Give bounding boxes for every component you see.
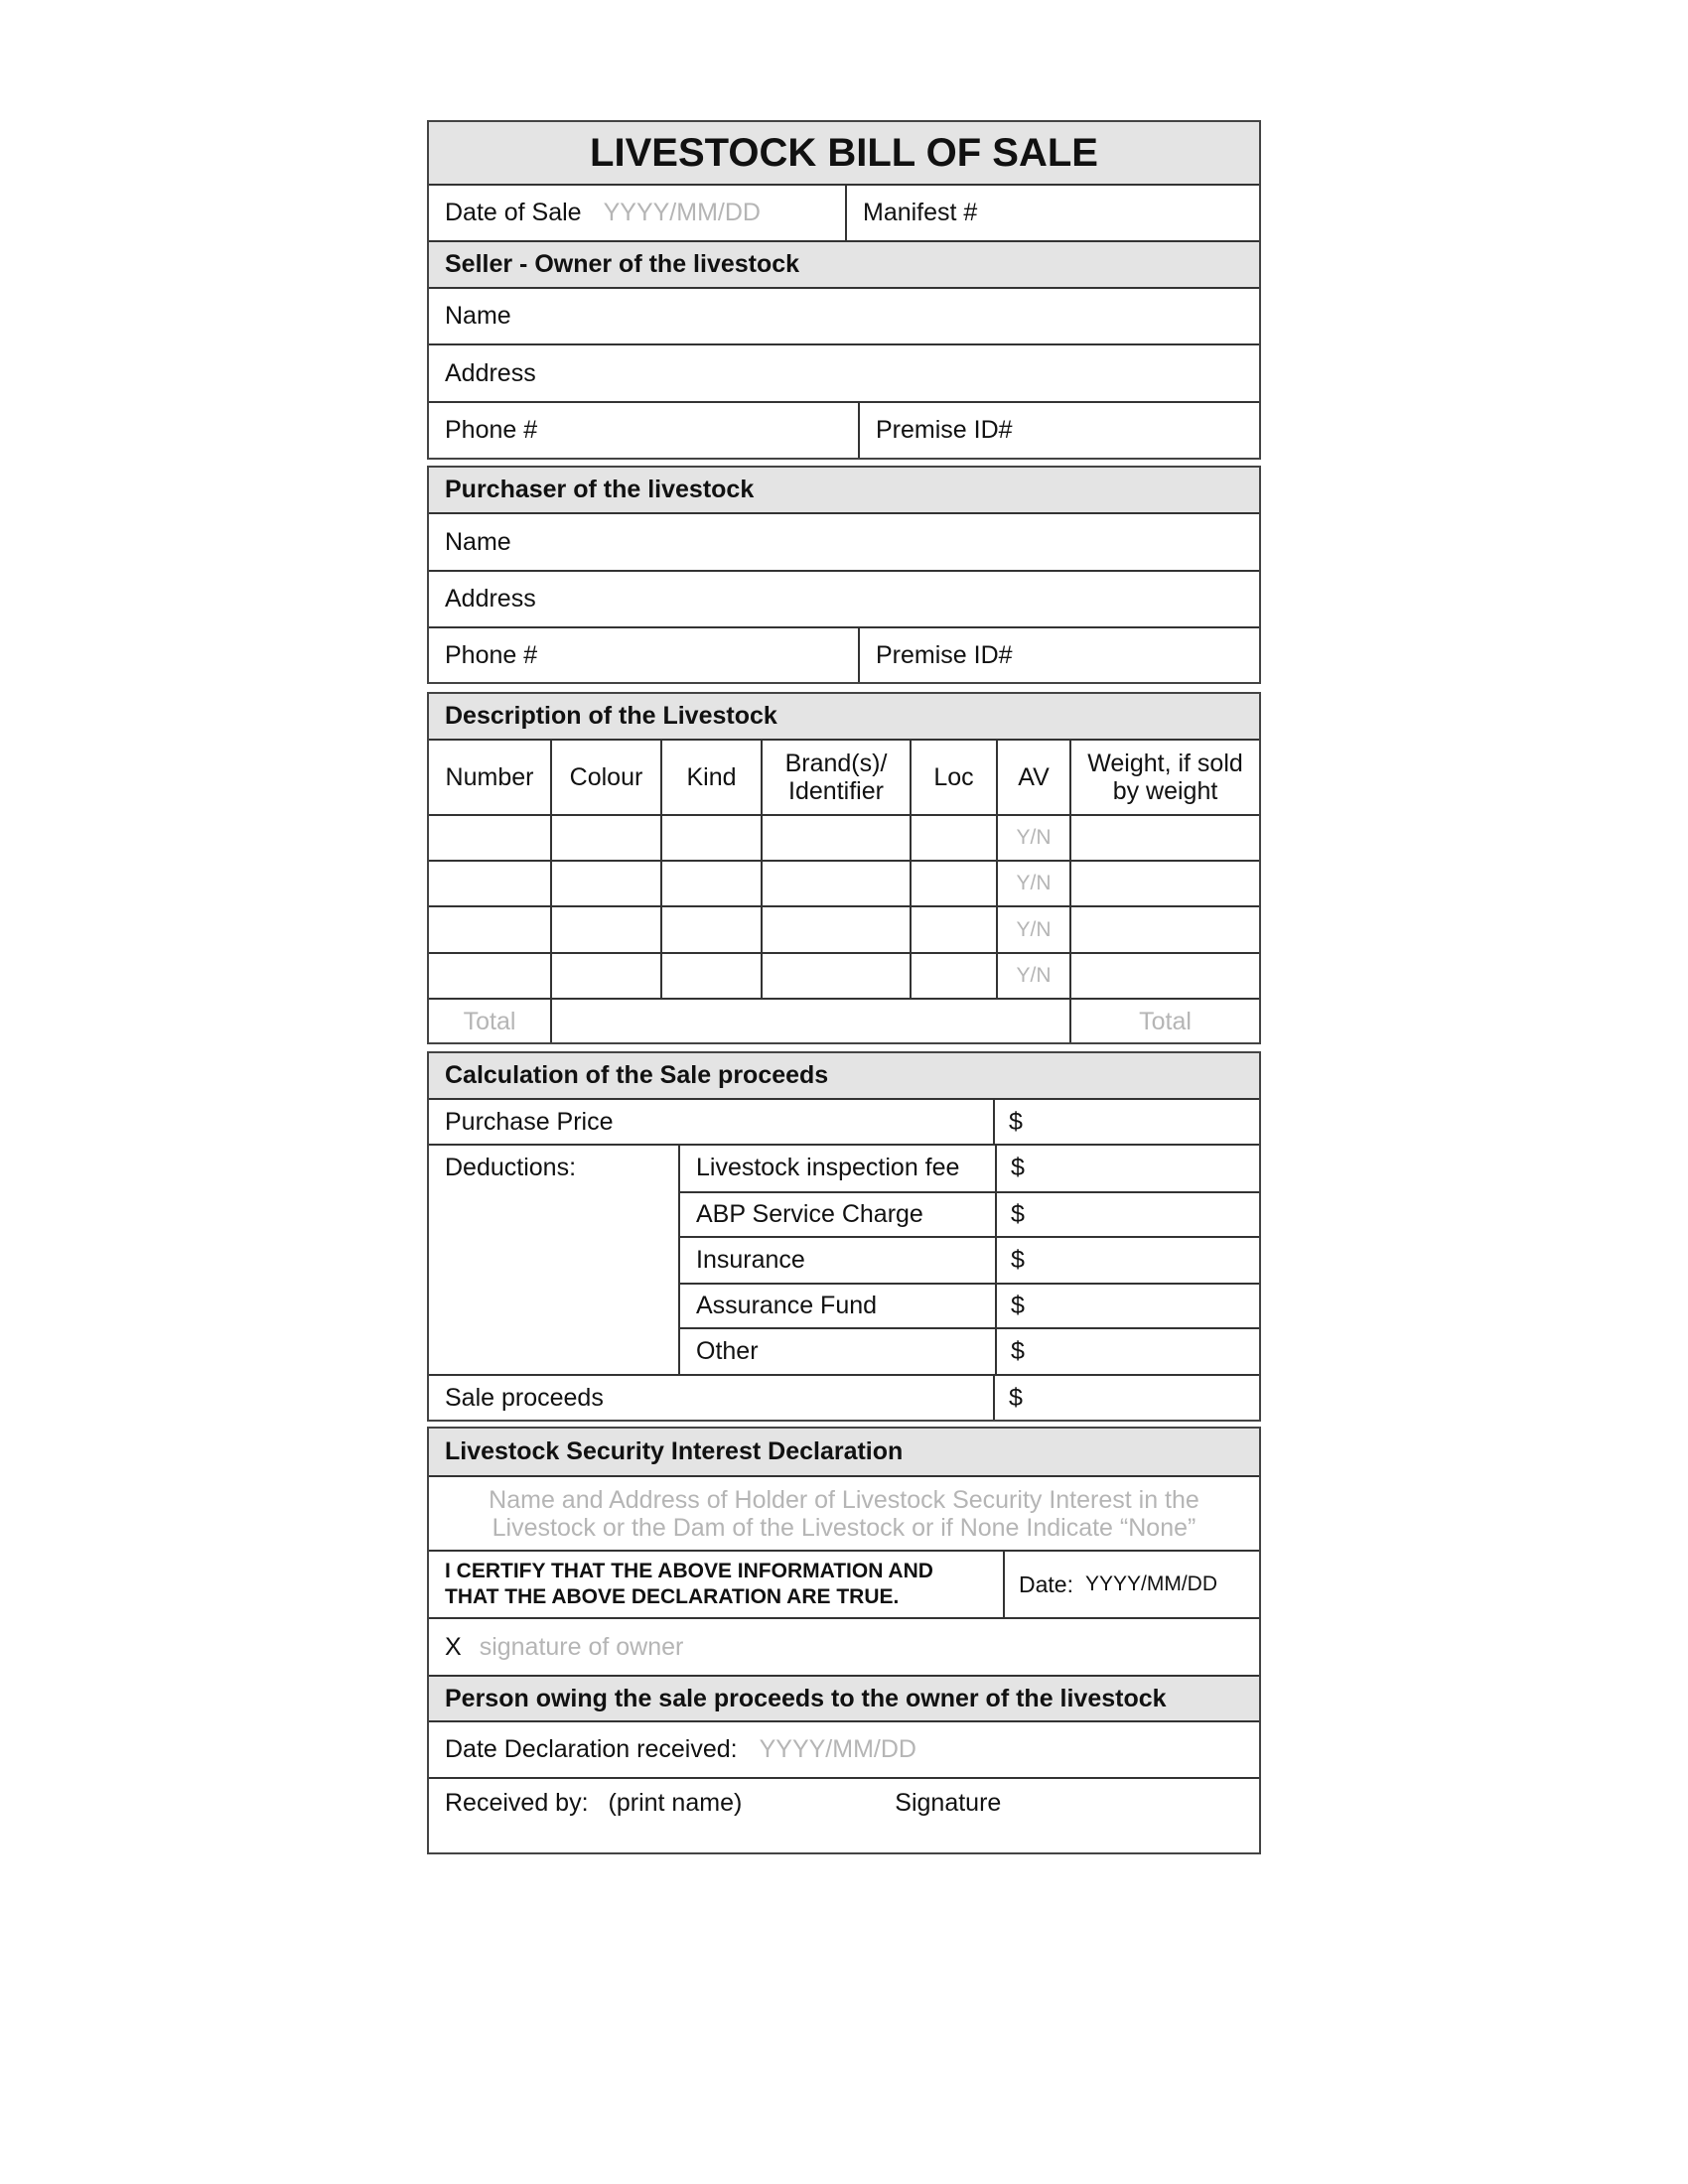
deduction-row bbox=[680, 1191, 1259, 1237]
brand-input[interactable] bbox=[761, 907, 910, 952]
purchaser-address-label: Address bbox=[445, 585, 536, 613]
purchaser-header: Purchaser of the livestock bbox=[429, 468, 1259, 512]
deduction-label: Other bbox=[696, 1337, 759, 1366]
weight-input[interactable] bbox=[1069, 816, 1259, 860]
kind-input[interactable] bbox=[660, 816, 761, 860]
col-weight: Weight, if sold by weight bbox=[1069, 741, 1259, 814]
certify-statement: I CERTIFY THAT THE ABOVE INFORMATION AND THAT THE ABOVE DECLARATION ARE TRUE. bbox=[445, 1560, 933, 1608]
description-header: Description of the Livestock bbox=[429, 694, 1259, 739]
seller-address-label: Address bbox=[445, 358, 536, 387]
deduction-label: ABP Service Charge bbox=[696, 1199, 923, 1228]
deduction-row bbox=[680, 1283, 1259, 1328]
date-received-placeholder: YYYY/MM/DD bbox=[759, 1735, 916, 1763]
col-colour: Colour bbox=[550, 741, 660, 814]
purchaser-name-field[interactable] bbox=[429, 514, 1259, 570]
colour-input[interactable] bbox=[550, 907, 660, 952]
deduction-row bbox=[680, 1146, 1259, 1191]
description-section bbox=[427, 692, 1261, 1044]
date-of-sale-placeholder: YYYY/MM/DD bbox=[603, 199, 761, 226]
certify-date-label: Date: bbox=[1019, 1570, 1073, 1597]
seller-name-label: Name bbox=[445, 302, 511, 330]
dollar-sign: $ bbox=[1011, 1292, 1025, 1320]
dollar-sign: $ bbox=[1009, 1383, 1023, 1412]
col-brand-identifier: Brand(s)/ Identifier bbox=[761, 741, 910, 814]
purchaser-section bbox=[427, 466, 1261, 684]
other-deduction-input[interactable] bbox=[995, 1329, 1259, 1374]
loc-input[interactable] bbox=[910, 907, 996, 952]
security-section bbox=[427, 1427, 1261, 1854]
seller-name-field[interactable] bbox=[429, 289, 1259, 343]
seller-premise-label: Premise ID# bbox=[876, 416, 1013, 444]
purchase-price-input[interactable] bbox=[993, 1100, 1259, 1144]
person-owing-header: Person owing the sale proceeds to the owner of the livestock bbox=[429, 1677, 1259, 1720]
seller-phone-label: Phone # bbox=[445, 416, 538, 444]
date-declaration-received-field[interactable] bbox=[429, 1722, 1259, 1777]
loc-input[interactable] bbox=[910, 862, 996, 905]
av-input[interactable]: Y/N bbox=[996, 862, 1069, 905]
seller-address-field[interactable] bbox=[429, 345, 1259, 401]
date-of-sale-label: Date of Sale bbox=[445, 199, 582, 226]
kind-input[interactable] bbox=[660, 954, 761, 998]
colour-input[interactable] bbox=[550, 816, 660, 860]
number-input[interactable] bbox=[429, 954, 550, 998]
number-input[interactable] bbox=[429, 816, 550, 860]
dollar-sign: $ bbox=[1009, 1107, 1023, 1136]
signature-label: Signature bbox=[895, 1789, 1002, 1817]
purchaser-name-label: Name bbox=[445, 527, 511, 556]
seller-premise-field[interactable] bbox=[858, 403, 1259, 458]
loc-input[interactable] bbox=[910, 954, 996, 998]
holder-placeholder-line2: Livestock or the Dam of the Livestock or if None Indicate “None” bbox=[492, 1513, 1196, 1542]
dollar-sign: $ bbox=[1011, 1246, 1025, 1274]
number-input[interactable] bbox=[429, 907, 550, 952]
table-row bbox=[429, 860, 1259, 905]
deductions-label: Deductions: bbox=[445, 1154, 577, 1181]
abp-service-charge-input[interactable] bbox=[995, 1193, 1259, 1237]
purchaser-premise-field[interactable] bbox=[858, 628, 1259, 682]
insurance-input[interactable] bbox=[995, 1238, 1259, 1283]
assurance-fund-input[interactable] bbox=[995, 1285, 1259, 1328]
security-holder-input[interactable] bbox=[429, 1477, 1259, 1550]
av-input[interactable]: Y/N bbox=[996, 954, 1069, 998]
col-av: AV bbox=[996, 741, 1069, 814]
owner-signature-field[interactable] bbox=[429, 1619, 1259, 1675]
deduction-label: Insurance bbox=[696, 1246, 805, 1274]
received-by-label: Received by: bbox=[445, 1789, 589, 1817]
calculation-header: Calculation of the Sale proceeds bbox=[429, 1053, 1259, 1098]
table-row bbox=[429, 952, 1259, 998]
form-title: LIVESTOCK BILL OF SALE bbox=[429, 122, 1259, 184]
weight-input[interactable] bbox=[1069, 907, 1259, 952]
col-kind: Kind bbox=[660, 741, 761, 814]
print-name-label: (print name) bbox=[608, 1789, 743, 1817]
brand-input[interactable] bbox=[761, 954, 910, 998]
kind-input[interactable] bbox=[660, 907, 761, 952]
table-row bbox=[429, 814, 1259, 860]
description-column-headers bbox=[429, 739, 1259, 814]
total-weight-input[interactable]: Total bbox=[1069, 1000, 1259, 1042]
colour-input[interactable] bbox=[550, 862, 660, 905]
sale-proceeds-input[interactable] bbox=[993, 1376, 1259, 1420]
total-number-input[interactable]: Total bbox=[463, 1007, 516, 1035]
manifest-label: Manifest # bbox=[863, 199, 978, 226]
av-input[interactable]: Y/N bbox=[996, 907, 1069, 952]
dollar-sign: $ bbox=[1011, 1199, 1025, 1228]
deduction-row bbox=[680, 1327, 1259, 1374]
purchase-price-label: Purchase Price bbox=[445, 1107, 614, 1136]
purchaser-premise-label: Premise ID# bbox=[876, 640, 1013, 669]
av-input[interactable]: Y/N bbox=[996, 816, 1069, 860]
purchaser-phone-field[interactable] bbox=[429, 628, 858, 682]
dollar-sign: $ bbox=[1011, 1337, 1025, 1366]
holder-placeholder-line1: Name and Address of Holder of Livestock Security Interest in the bbox=[489, 1485, 1199, 1514]
seller-header: Seller - Owner of the livestock bbox=[429, 242, 1259, 287]
date-of-sale-field[interactable] bbox=[429, 186, 845, 240]
total-spacer bbox=[550, 1000, 1069, 1042]
certify-date-value: YYYY/MM/DD bbox=[1084, 1572, 1217, 1595]
deduction-label: Assurance Fund bbox=[696, 1292, 878, 1320]
date-received-label: Date Declaration received: bbox=[445, 1735, 738, 1763]
signature-x-mark: X bbox=[445, 1632, 462, 1661]
inspection-fee-input[interactable] bbox=[995, 1146, 1259, 1191]
weight-input[interactable] bbox=[1069, 954, 1259, 998]
purchaser-address-field[interactable] bbox=[429, 572, 1259, 626]
seller-section bbox=[427, 120, 1261, 460]
total-row bbox=[429, 998, 1259, 1042]
received-by-field[interactable] bbox=[429, 1779, 1259, 1852]
colour-input[interactable] bbox=[550, 954, 660, 998]
weight-input[interactable] bbox=[1069, 862, 1259, 905]
table-row bbox=[429, 905, 1259, 952]
deduction-label: Livestock inspection fee bbox=[696, 1154, 960, 1182]
calculation-section bbox=[427, 1051, 1261, 1422]
deductions-list bbox=[678, 1146, 1259, 1374]
dollar-sign: $ bbox=[1011, 1154, 1025, 1182]
purchaser-phone-label: Phone # bbox=[445, 640, 538, 669]
col-number: Number bbox=[445, 763, 534, 791]
col-loc: Loc bbox=[910, 741, 996, 814]
loc-input[interactable] bbox=[910, 816, 996, 860]
certify-date-field[interactable] bbox=[1003, 1552, 1259, 1617]
deduction-row bbox=[680, 1236, 1259, 1283]
seller-phone-field[interactable] bbox=[429, 403, 858, 458]
manifest-field[interactable] bbox=[845, 186, 1259, 240]
brand-input[interactable] bbox=[761, 816, 910, 860]
signature-placeholder: signature of owner bbox=[479, 1632, 684, 1661]
kind-input[interactable] bbox=[660, 862, 761, 905]
security-header: Livestock Security Interest Declaration bbox=[429, 1429, 1259, 1475]
brand-input[interactable] bbox=[761, 862, 910, 905]
sale-proceeds-label: Sale proceeds bbox=[445, 1383, 604, 1412]
number-input[interactable] bbox=[429, 862, 550, 905]
